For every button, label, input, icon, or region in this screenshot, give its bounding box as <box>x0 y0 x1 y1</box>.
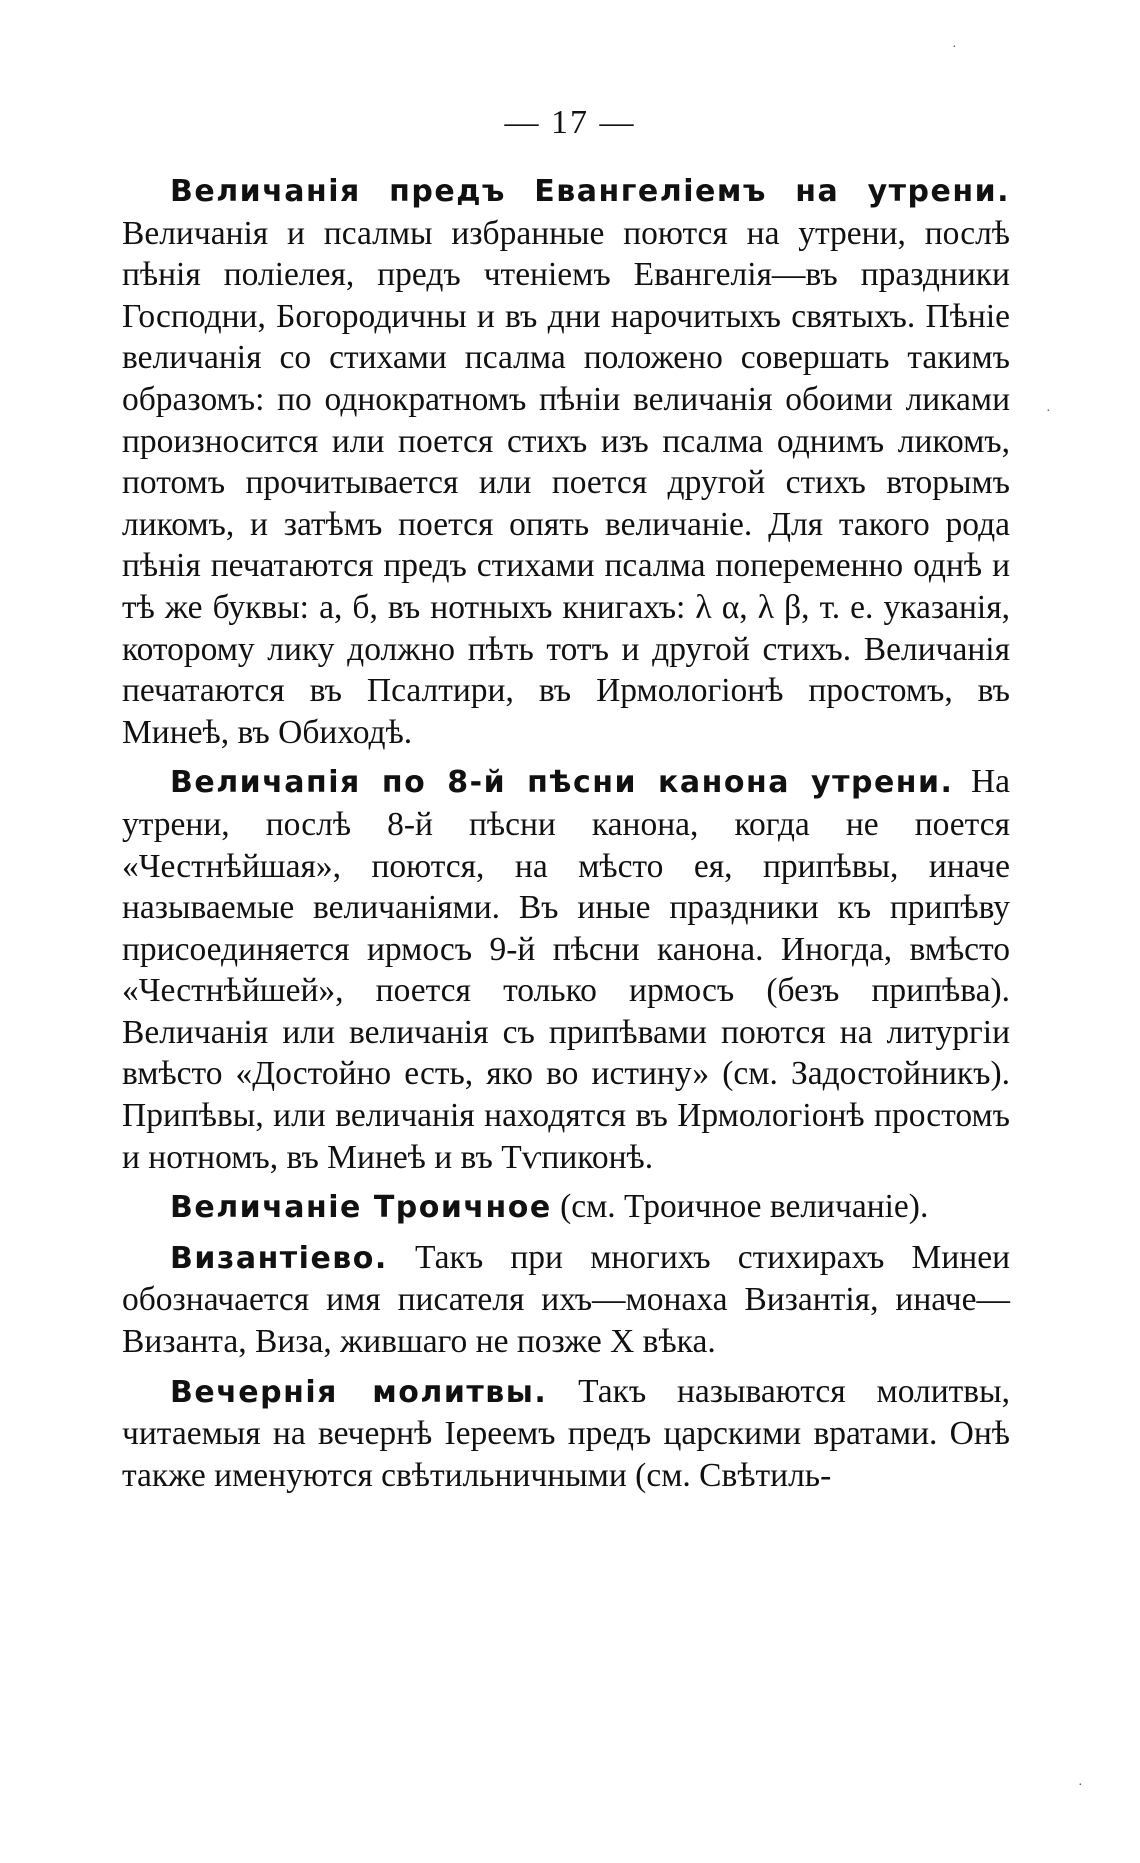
dictionary-entry <box>122 170 1010 753</box>
dictionary-entry <box>122 1371 1010 1497</box>
entry-headword: Величанія предъ Евангеліемъ на утрени. <box>170 174 1010 209</box>
entry-body: Такъ называются молитвы, читаемыя на вечернѣ Іереемъ предъ царскими вратами. Онѣ также именуются свѣтильничными (см. Свѣтиль- <box>122 1372 1010 1494</box>
entry-headword: Византіево. <box>170 1240 388 1276</box>
paper-speck: · <box>952 40 957 55</box>
paper-speck: · <box>1046 404 1051 419</box>
dictionary-entry <box>122 1237 1010 1363</box>
paper-speck: · <box>1078 1778 1083 1793</box>
page-number: — 17 — <box>504 104 636 141</box>
entry-body: На утрени, послѣ 8-й пѣсни канона, когда не поется «Честнѣйшая», поются, на мѣсто ея, припѣвы, иначе называемые величаніями. Въ иные праздники къ припѣву присоединяется ирмосъ 9-й пѣсни канона. Иногда, вмѣсто «Честнѣйшей», поется только ирмосъ (безъ припѣва). Величанія или величанія съ припѣвами поются на литургіи вмѣсто «Достойно есть, яко во истину» (см. Задостойникъ). Припѣвы, или величанія находятся въ Ирмологіонѣ простомъ и нотномъ, въ Минеѣ и въ Тѵпиконѣ. <box>122 763 1011 1176</box>
dictionary-entry <box>122 1186 1010 1229</box>
entry-body: (см. Троичное величаніе). <box>560 1188 929 1226</box>
entry-headword: Величапія по 8-й пѣсни канона утрени. <box>170 765 954 801</box>
entry-body: Величанія и псалмы избранные поются на утрени, послѣ пѣнія поліелея, предъ чтеніемъ Евангелія—въ праздники Господни, Богородичны и въ дни нарочитыхъ святыхъ. Пѣніе величанія со стихами псалма положено совершать такимъ образомъ: по однократномъ пѣніи величанія обоими ликами произносится или поется стихъ изъ псалма однимъ ликомъ, потомъ прочитывается или поется другой стихъ вторымъ ликомъ, и затѣмъ поется опять величаніе. Для такого рода пѣнія печатаются предъ стихами псалма попеременно однѣ и тѣ же буквы: а, б, въ нотныхъ книгахъ: λ α, λ β, т. е. указанія, которому лику должно пѣть тотъ и другой стихъ. Величанія печатаются въ Псалтири, въ Ирмологіонѣ простомъ, въ Минеѣ, въ Обиходѣ. <box>122 214 1010 751</box>
entry-headword: Вечернія молитвы. <box>170 1374 548 1410</box>
entry-body: Такъ при многихъ стихирахъ Минеи обозначается имя писателя ихъ—монаха Византія, иначе—Византа, Виза, жившаго не позже X вѣка. <box>122 1238 1010 1361</box>
entry-headword: Величаніе Троичное <box>170 1190 552 1226</box>
text-column <box>122 170 1010 1496</box>
dictionary-entry <box>122 761 1010 1178</box>
